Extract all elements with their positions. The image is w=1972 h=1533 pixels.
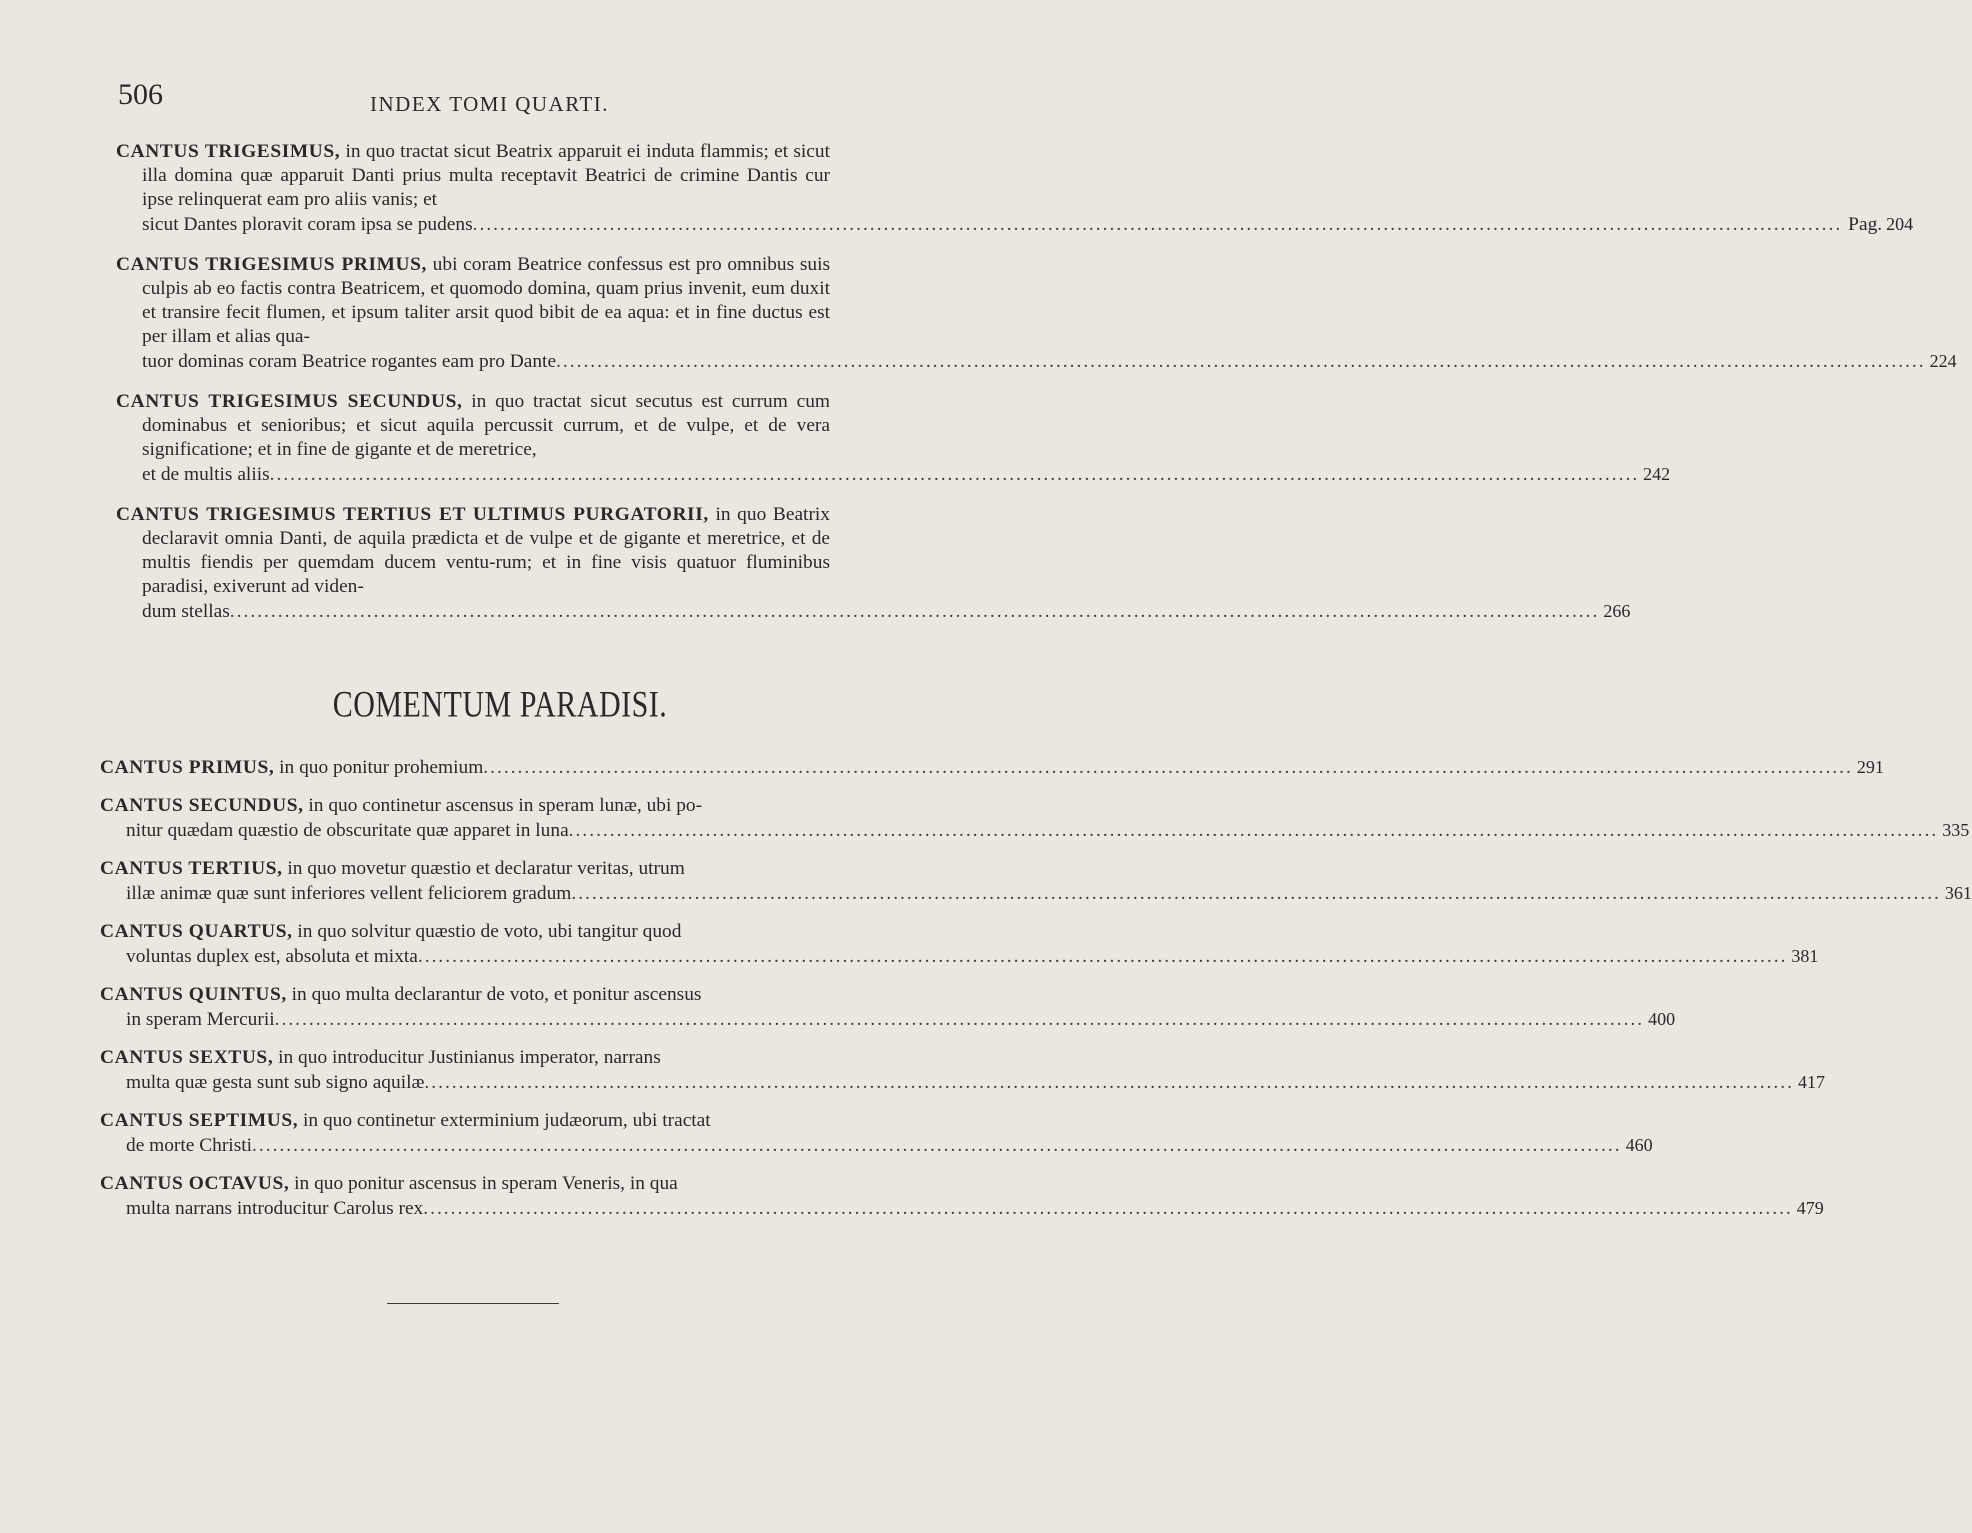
entry-last-line: [126, 945, 418, 969]
entry-last-line: [126, 1008, 275, 1032]
entry-body: in quo multa declarantur de voto, et ponitur ascensus: [286, 984, 702, 1005]
entry-text: [116, 140, 876, 212]
index-entry: [116, 503, 1631, 624]
entry-heading: CANTUS OCTAVUS,: [100, 1173, 290, 1194]
entry-text: [100, 1172, 868, 1196]
page-reference: 460: [1625, 1135, 1653, 1155]
entry-heading: CANTUS TRIGESIMUS TERTIUS ET ULTIMUS PURGATORII,: [116, 504, 709, 525]
entry-body: in quo ponitur ascensus in speram Veneris, in qua: [289, 1173, 678, 1194]
index-entry: [100, 755, 1884, 780]
entry-last-line: [126, 819, 569, 843]
entry-heading: CANTUS PRIMUS,: [100, 757, 275, 778]
page-reference: 381: [1791, 946, 1819, 966]
leader-line: [100, 881, 1972, 906]
entry-heading: CANTUS TRIGESIMUS SECUNDUS,: [116, 391, 463, 412]
index-entry: [100, 983, 1676, 1032]
page-reference: 224: [1929, 351, 1957, 371]
paradisi-index: [100, 755, 1972, 1235]
index-entry: [100, 794, 1970, 843]
index-entry: [116, 140, 1914, 237]
leader-line: [100, 944, 1819, 969]
entry-body: in quo introducitur Justinianus imperator, narrans: [273, 1047, 661, 1068]
entry-text: [100, 920, 868, 944]
leader-line: [116, 212, 1914, 237]
index-entry: [100, 1109, 1653, 1158]
page-reference: 361: [1944, 883, 1972, 903]
leader-line: [100, 1196, 1824, 1221]
dot-leader: ........................................................................................................................................................................................................: [556, 351, 1926, 372]
leader-line: [116, 349, 1957, 374]
index-entry: [100, 857, 1972, 906]
entry-text: [100, 794, 868, 818]
index-entry: [100, 920, 1819, 969]
entry-text: [100, 1046, 868, 1070]
leader-line: [100, 755, 1884, 780]
entry-last-text: nitur quædam quæstio de obscuritate quæ apparet in luna: [126, 820, 569, 841]
entry-heading: CANTUS QUINTUS,: [100, 984, 287, 1005]
running-title: INDEX TOMI QUARTI.: [370, 92, 610, 116]
entry-heading: CANTUS TERTIUS,: [100, 858, 283, 879]
index-entry: [116, 253, 1957, 374]
dot-leader: ........................................................................................................................................................................................................: [423, 1198, 1793, 1219]
entry-last-text: dum stellas: [142, 601, 230, 622]
leader-line: [100, 1070, 1825, 1095]
page-reference: 400: [1648, 1009, 1676, 1029]
entry-last-line: [126, 1197, 423, 1221]
page-number: 506: [118, 78, 163, 111]
entry-text: [100, 857, 868, 881]
entry-last-line: [126, 1134, 252, 1158]
entry-last-line: [126, 1071, 424, 1095]
entry-heading: CANTUS SEXTUS,: [100, 1047, 274, 1068]
purgatorio-index: [116, 140, 1957, 640]
entry-last-text: de morte Christi: [126, 1135, 253, 1156]
entry-last-text: in speram Mercurii: [126, 1009, 275, 1030]
entry-text: [100, 1109, 868, 1133]
closing-rule: [387, 1303, 559, 1304]
entry-last-text: in quo ponitur prohemium: [274, 757, 484, 778]
entry-body: in quo tractat sicut secutus est currum cum dominabus et senioribus; et sicut aquila percussit currum, et de vulpe, et de vera significatione; et in fine de gigante et de meretrice,: [142, 391, 831, 460]
dot-leader: ........................................................................................................................................................................................................: [472, 214, 1843, 235]
leader-line: [100, 818, 1970, 843]
entry-last-line: [142, 463, 270, 487]
entry-heading: CANTUS QUARTUS,: [100, 921, 293, 942]
entry-last-line: [142, 213, 473, 237]
dot-leader: ........................................................................................................................................................................................................: [417, 946, 1788, 967]
entry-body: in quo solvitur quæstio de voto, ubi tangitur quod: [292, 921, 682, 942]
entry-heading: CANTUS SEPTIMUS,: [100, 1110, 299, 1131]
page-reference: 417: [1797, 1072, 1825, 1092]
page-reference: 335: [1942, 820, 1970, 840]
entry-last-line: [126, 882, 571, 906]
entry-text: [116, 503, 876, 599]
leader-line: [116, 599, 1631, 624]
entry-heading: CANTUS TRIGESIMUS,: [116, 141, 341, 162]
leader-line: [116, 462, 1671, 487]
running-head: [0, 78, 1000, 118]
entry-last-text: multa quæ gesta sunt sub signo aquilæ: [126, 1072, 425, 1093]
leader-line: [100, 1007, 1676, 1032]
entry-text: [116, 390, 876, 462]
dot-leader: ........................................................................................................................................................................................................: [571, 883, 1941, 904]
entry-body: in quo tractat sicut Beatrix apparuit ei induta flammis; et sicut illa domina quæ apparuit Danti prius multa receptavit Beatrici de crimine Dantis cur ipse relinquerat eam pro aliis vanis; et: [142, 141, 830, 210]
dot-leader: ........................................................................................................................................................................................................: [568, 820, 1939, 841]
dot-leader: ........................................................................................................................................................................................................: [483, 757, 1853, 778]
entry-last-text: et de multis aliis: [142, 464, 270, 485]
entry-body: ubi coram Beatrice confessus est pro omnibus suis culpis ab eo factis contra Beatricem, et quomodo domina, quam prius invenit, eum duxit et transire fecit flumen, et ipsum taliter arsit quod bibit de ea aqua: et in fine ductus est per illam et alias qua-: [142, 254, 831, 347]
page-reference: 479: [1796, 1198, 1824, 1218]
page-reference: 266: [1603, 601, 1631, 621]
dot-leader: ........................................................................................................................................................................................................: [229, 601, 1600, 622]
entry-last-line: [142, 350, 556, 374]
entry-text: [100, 983, 868, 1007]
entry-last-text: voluntas duplex est, absoluta et mixta: [126, 946, 418, 967]
index-entry: [100, 1046, 1825, 1095]
dot-leader: ........................................................................................................................................................................................................: [269, 464, 1640, 485]
entry-last-text: tuor dominas coram Beatrice rogantes eam pro Dante: [142, 351, 557, 372]
entry-last-text: illæ animæ quæ sunt inferiores vellent feliciorem gradum: [126, 883, 572, 904]
entry-last-text: sicut Dantes ploravit coram ipsa se pudens: [142, 214, 473, 235]
section-heading: COMENTUM PARADISI.: [332, 683, 668, 725]
entry-last-line: [142, 600, 230, 624]
page-reference: 204: [1886, 214, 1914, 234]
dot-leader: ........................................................................................................................................................................................................: [424, 1072, 1794, 1093]
index-entry: [116, 390, 1671, 487]
page-reference: 291: [1856, 757, 1884, 777]
dot-leader: ........................................................................................................................................................................................................: [274, 1009, 1645, 1030]
entry-text: [116, 253, 876, 349]
entry-last-text: multa narrans introducitur Carolus rex: [126, 1198, 424, 1219]
entry-body: in quo Beatrix declaravit omnia Danti, de aquila prædicta et de vulpe et de gigante et meretrice, et de multis fiendis per quemdam ducem ventu-rum; et in fine visis quatuor fluminibus paradisi, exiverunt ad viden-: [142, 504, 830, 597]
entry-body: in quo movetur quæstio et declaratur veritas, utrum: [282, 858, 685, 879]
dot-leader: ........................................................................................................................................................................................................: [252, 1135, 1622, 1156]
entry-last-line: [100, 756, 483, 780]
entry-heading: CANTUS TRIGESIMUS PRIMUS,: [116, 254, 427, 275]
pag-label: Pag.: [1848, 214, 1883, 235]
index-entry: [100, 1172, 1824, 1221]
leader-line: [100, 1133, 1653, 1158]
entry-body: in quo continetur ascensus in speram lunæ, ubi po-: [303, 795, 703, 816]
entry-body: in quo continetur exterminium judæorum, ubi tractat: [298, 1110, 711, 1131]
page-reference: 242: [1643, 464, 1671, 484]
entry-heading: CANTUS SECUNDUS,: [100, 795, 304, 816]
